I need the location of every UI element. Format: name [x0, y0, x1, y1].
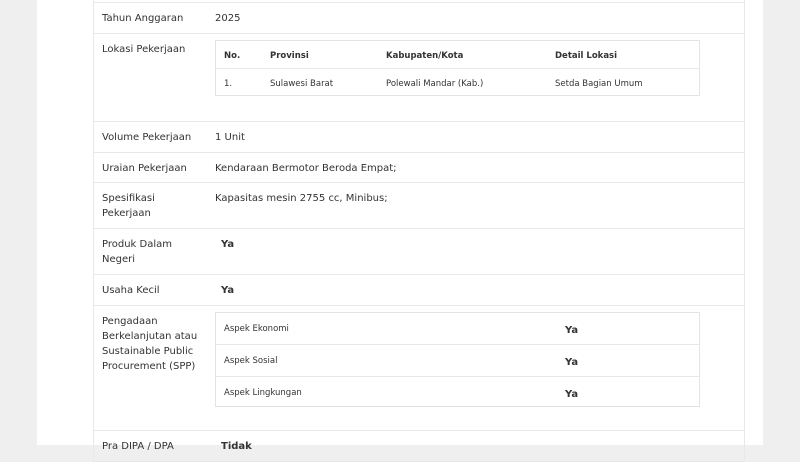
label-spp: Pengadaan Berkelanjutan atau Sustainable Public Procurement (SPP): [102, 316, 198, 372]
spp-table: [215, 312, 700, 407]
cell-detail-lokasi: Setda Bagian Umum: [555, 79, 643, 89]
value-uraian-pekerjaan: Kendaraan Bermotor Beroda Empat;: [215, 163, 397, 174]
row-volume-pekerjaan: [94, 122, 744, 153]
value-tahun-anggaran: 2025: [215, 13, 241, 24]
value-volume-pekerjaan: 1 Unit: [215, 132, 245, 143]
label-produk-dalam-negeri: Produk Dalam Negeri: [102, 239, 172, 265]
spp-value-lingkungan: Ya: [565, 389, 579, 400]
cell-kabupaten: Polewali Mandar (Kab.): [386, 79, 484, 89]
row-produk-dalam-negeri: [94, 229, 744, 275]
row-spesifikasi-pekerjaan: [94, 183, 744, 229]
value-usaha-kecil: Ya: [221, 285, 235, 296]
label-volume-pekerjaan: Volume Pekerjaan: [102, 132, 192, 143]
label-tahun-anggaran: Tahun Anggaran: [102, 13, 184, 24]
header-detail-lokasi: Detail Lokasi: [555, 51, 618, 61]
table-row: [216, 313, 699, 345]
cell-provinsi: Sulawesi Barat: [270, 79, 334, 89]
label-uraian-pekerjaan: Uraian Pekerjaan: [102, 163, 187, 174]
label-spesifikasi-pekerjaan: Spesifikasi Pekerjaan: [102, 193, 155, 219]
table-row: [216, 345, 699, 377]
row-spp: [94, 306, 744, 431]
row-usaha-kecil: [94, 275, 744, 306]
spp-value-ekonomi: Ya: [565, 325, 579, 336]
value-spesifikasi-pekerjaan: Kapasitas mesin 2755 cc, Minibus;: [215, 193, 388, 204]
header-kabupaten: Kabupaten/Kota: [386, 51, 464, 61]
label-pra-dipa: Pra DIPA / DPA: [102, 441, 174, 452]
table-row: [216, 377, 699, 407]
value-pra-dipa: Tidak: [221, 441, 252, 452]
cell-no: 1.: [224, 79, 233, 89]
lokasi-table: [215, 40, 700, 96]
page-content: [37, 0, 763, 452]
spp-aspek-lingkungan: Aspek Lingkungan: [224, 388, 302, 398]
header-no: No.: [224, 51, 241, 61]
label-lokasi-pekerjaan: Lokasi Pekerjaan: [102, 44, 186, 55]
spp-aspek-sosial: Aspek Sosial: [224, 356, 278, 366]
table-row: [216, 69, 699, 95]
label-usaha-kecil: Usaha Kecil: [102, 285, 160, 296]
spp-value-sosial: Ya: [565, 357, 579, 368]
row-tahun-anggaran: [94, 3, 744, 34]
detail-table: [93, 0, 745, 462]
row-lokasi-pekerjaan: [94, 34, 744, 122]
lokasi-table-header: [216, 41, 699, 69]
value-produk-dalam-negeri: Ya: [221, 239, 235, 250]
header-provinsi: Provinsi: [270, 51, 309, 61]
row-uraian-pekerjaan: [94, 153, 744, 183]
row-pra-dipa: [94, 431, 744, 462]
spp-aspek-ekonomi: Aspek Ekonomi: [224, 324, 289, 334]
